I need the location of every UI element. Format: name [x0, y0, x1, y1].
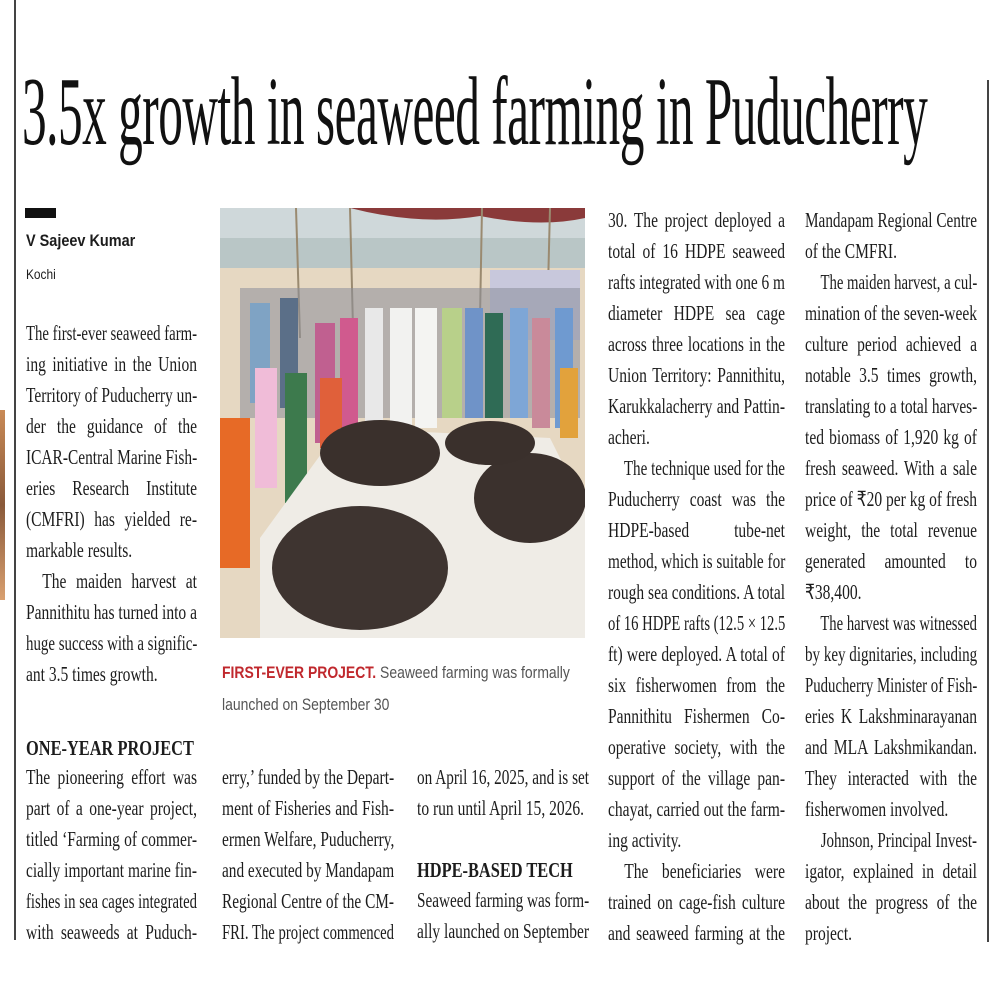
seaweed-harvest-photo-icon — [220, 208, 585, 638]
text-line: Puducherry coast was the — [608, 487, 785, 511]
text-line: The maiden harvest at — [42, 569, 197, 593]
bottom-column-1 — [26, 762, 197, 948]
text-line: of the CMFRI. — [805, 239, 897, 263]
text-line: ant 3.5 times growth. — [26, 662, 158, 686]
text-line: Territory of Puducherry un- — [26, 383, 198, 407]
text-line: eries Research Institute — [26, 476, 197, 500]
orange-crate — [220, 418, 250, 568]
text-line: support of the village pan- — [608, 766, 785, 790]
text-line: The maiden harvest, a cul- — [820, 270, 978, 294]
text-line: HDPE-based tube-net — [608, 518, 785, 542]
text-line: markable results. — [26, 538, 133, 562]
text-line: Johnson, Principal Invest- — [820, 828, 977, 852]
text-line: ally launched on September — [417, 919, 589, 943]
text-line: eries K Lakshminarayanan — [805, 704, 977, 728]
caption-text-line2: launched on September 30 — [222, 695, 390, 714]
text-line: 30. The project deployed a — [608, 208, 785, 232]
text-line: ment of Fisheries and Fish- — [222, 796, 394, 820]
text-line: titled ‘Farming of commer- — [26, 827, 197, 851]
news-photo — [220, 208, 585, 638]
text-line: fresh seaweed. With a sale — [805, 456, 977, 480]
photo-caption — [222, 657, 570, 721]
seaweed-pile — [320, 420, 440, 486]
text-line: and seaweed farming at the — [608, 921, 785, 945]
text-line: Puducherry Minister of Fish- — [805, 673, 978, 697]
bottom-column-2 — [222, 762, 394, 948]
text-line: six fisherwomen from the — [608, 673, 785, 697]
text-line: mination of the seven-week — [805, 301, 977, 325]
text-line: ing initiative in the Union — [26, 352, 197, 376]
seaweed-pile — [474, 453, 585, 543]
subhead-hdpe-based-tech: HDPE-BASED TECH — [417, 858, 573, 882]
text-line: total of 16 HDPE seaweed — [608, 239, 785, 263]
text-line: The pioneering effort was — [26, 765, 197, 789]
text-line: about the progress of the — [805, 890, 977, 914]
text-line: chayat, carried out the farm- — [608, 797, 785, 821]
text-line: The harvest was witnessed — [820, 611, 977, 635]
text-line: on April 16, 2025, and is set — [417, 765, 589, 789]
text-line: culture period achieved a — [805, 332, 977, 356]
text-line: part of a one-year project, — [26, 796, 197, 820]
text-line: ing activity. — [608, 828, 682, 852]
text-line: method, which is suitable for — [608, 549, 786, 573]
caption-label: FIRST-EVER PROJECT. — [222, 663, 377, 682]
text-line: Regional Centre of the CM- — [222, 889, 394, 913]
text-line: to run until April 15, 2026. — [417, 796, 585, 820]
text-line: diameter HDPE sea cage — [608, 301, 785, 325]
text-line: weight, the total revenue — [805, 518, 977, 542]
text-line: der the guidance of the — [26, 414, 197, 438]
text-line: fishes in sea cages integrated — [26, 889, 197, 913]
bottom-column-3a — [417, 762, 589, 824]
text-line: Pannithitu Fishermen Co- — [608, 704, 785, 728]
column-4 — [805, 205, 977, 949]
text-line: The first-ever seaweed farm- — [26, 321, 198, 345]
text-line: across three locations in the — [608, 332, 785, 356]
text-line: generated amounted to — [805, 549, 977, 573]
column-3 — [608, 205, 785, 949]
subhead-one-year-project: ONE-YEAR PROJECT — [26, 736, 194, 760]
text-line: trained on cage-fish culture — [608, 890, 785, 914]
text-line: of 16 HDPE rafts (12.5 × 12.5 — [608, 611, 786, 635]
text-line: Union Territory: Pannithitu, — [608, 363, 785, 387]
text-line: ft) were deployed. A total of — [608, 642, 785, 666]
text-line: Mandapam Regional Centre — [805, 208, 977, 232]
right-column-rule — [987, 80, 989, 942]
text-line: erry,’ funded by the Depart- — [222, 765, 395, 789]
text-line: rough sea conditions. A total — [608, 580, 785, 604]
text-line: with seaweeds at Puduch- — [26, 920, 197, 944]
left-column-rule — [14, 0, 16, 940]
text-line: price of ₹20 per kg of fresh — [805, 487, 977, 511]
text-line: FRI. The project commenced — [222, 920, 394, 944]
adjacent-photo-edge — [0, 410, 5, 600]
text-line: (CMFRI) has yielded re- — [26, 507, 197, 531]
caption-text-line1: Seaweed farming was formally — [380, 663, 570, 682]
byline-bar — [25, 208, 56, 218]
text-line: The beneficiaries were — [624, 859, 785, 883]
text-line: huge success with a signific- — [26, 631, 198, 655]
text-line: ted biomass of 1,920 kg of — [805, 425, 977, 449]
bottom-column-3b — [417, 885, 589, 947]
text-line: notable 3.5 times growth, — [805, 363, 977, 387]
seaweed-pile — [445, 421, 535, 465]
text-line: and MLA Lakshmikandan. — [805, 735, 977, 759]
text-line: igator, explained in detail — [805, 859, 977, 883]
text-line: rafts integrated with one 6 m — [608, 270, 786, 294]
text-line: Pannithitu has turned into a — [26, 600, 197, 624]
text-line: ermen Welfare, Puducherry, — [222, 827, 395, 851]
text-line: operative society, with the — [608, 735, 785, 759]
text-line: ICAR-Central Marine Fish- — [26, 445, 198, 469]
column-1 — [26, 318, 197, 690]
text-line: project. — [805, 921, 853, 945]
byline-author: V Sajeev Kumar — [26, 231, 136, 250]
text-line: fisherwomen involved. — [805, 797, 949, 821]
headline: 3.5x growth in seaweed farming in Puducherry — [22, 58, 928, 166]
text-line: Seaweed farming was form- — [417, 888, 590, 912]
text-line: cially important marine fin- — [26, 858, 197, 882]
text-line: and executed by Mandapam — [222, 858, 395, 882]
text-line: Karukkalacherry and Pattin- — [608, 394, 785, 418]
text-line: translating to a total harves- — [805, 394, 978, 418]
text-line: by key dignitaries, including — [805, 642, 978, 666]
text-line: ₹38,400. — [805, 580, 862, 604]
text-line: acheri. — [608, 425, 650, 449]
text-line: They interacted with the — [805, 766, 977, 790]
text-line: The technique used for the — [623, 456, 785, 480]
seaweed-pile — [272, 506, 448, 630]
byline-location: Kochi — [26, 266, 56, 282]
